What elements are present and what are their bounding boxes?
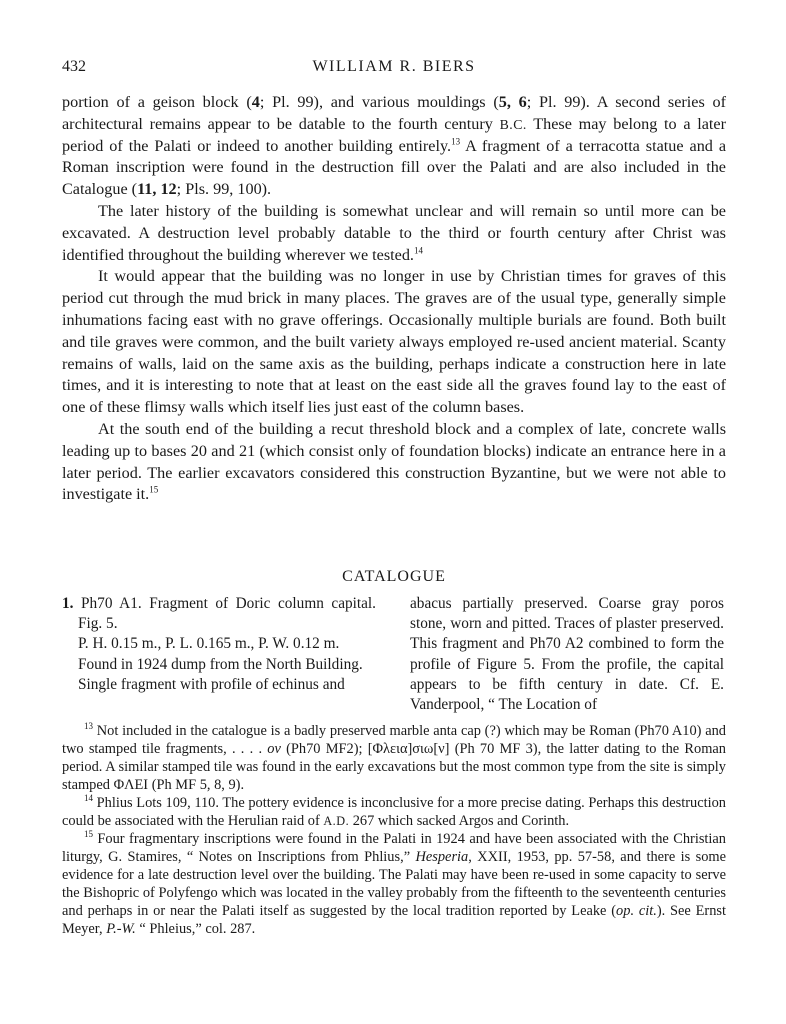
footnotes — [62, 722, 726, 938]
paragraph-4: At the south end of the building a recut threshold block and a complex of late, concrete walls leading up to bases 20 and 21 (which consist only of foundation blocks) indicate an entrance here in a later period. The earlier excavators considered this construction Byzantine, but we were not able to investigate it.$^{15}$ — [62, 419, 726, 504]
page-header — [62, 58, 726, 80]
paragraph-1: portion of a geison block (4; Pl. 99), and various mouldings (5, 6; Pl. 99). A second series of architectural remains appear to be datable to the fourth century B.C. These may belong to a later period of the Palati or indeed to another building entirely.$^{13}$ A fragment of a terracotta statue and a Roman inscription were found in the destruction fill over the Palati and are also included in the Catalogue (11, 12; Pls. 99, 100). — [62, 93, 726, 199]
footnote-14: $^{14}$ Phlius Lots 109, 110. The pottery evidence is inconclusive for a more precise dating. Perhaps this destruction could be associated with the Herulian raid of A.D. 267 which sacked Argos and Corinth. — [62, 793, 726, 829]
footnote-ref-14[interactable]: 14 — [413, 245, 423, 256]
catalogue-entry-dimensions: P. H. 0.15 m., P. L. 0.165 m., P. W. 0.12 m. — [78, 635, 340, 653]
footnote-15: $^{15}$ Four fragmentary inscriptions were found in the Palati in 1924 and have been associated with the Christian liturgy, G. Stamires, “ Notes on Inscriptions from Phlius,” Hesperia, XXII, 1953, pp. 57-58, and there is some evidence for a late destruction level over the building. The Palati may have been re-used in some capacity to serve the Bishopric of Polyfengo which was located in the valley probably from the fifteenth to the seventeenth centuries and perhaps in or near the Palati itself as suggested by the local tradition reported by Leake (op. cit.). See Ernst Meyer, P.-W. “ Phleius,” col. 287. — [62, 829, 726, 937]
body-text — [62, 92, 726, 506]
page-number: 432 — [62, 58, 86, 75]
running-title: WILLIAM R. BIERS — [312, 58, 476, 75]
paragraph-2: The later history of the building is somewhat unclear and will remain so until more can be excavated. A destruction level probably datable to the third or fourth century after Christ was identified throughout the building wherever we tested.$^{14}$ — [62, 201, 726, 264]
catalogue-entry-findspot: Found in 1924 dump from the North Building. — [78, 655, 363, 673]
footnote-13: $^{13}$ Not included in the catalogue is a badly preserved marble anta cap (?) which may be Roman (Ph70 A10) and two stamped tile fragments, . . . . ον (Ph70 MF2); [Φλεια]σιω[ν] (Ph 70 MF 3), the latter dating to the Roman period. A similar stamped tile was found in the early excavations but the most common type from the site is simply stamped ΦΛΕΙ (Ph MF 5, 8, 9). — [62, 721, 726, 793]
catalogue-entry-description: Single fragment with profile of echinus and — [78, 675, 345, 693]
catalogue-column-right — [410, 594, 724, 715]
catalogue-entry-description-cont: abacus partially preserved. Coarse gray poros stone, worn and pitted. Traces of plaster preserved. This fragment and Ph70 A2 combined to form the profile of Figure 5. From the profile, the capital appears to be fifth century in date. Cf. E. Vanderpool, “ The Location of — [410, 595, 724, 714]
footnote-ref-15[interactable]: 15 — [149, 484, 159, 495]
paragraph-3: It would appear that the building was no longer in use by Christian times for graves of this period cut through the mud brick in many places. The graves are of the usual type, generally simple inhumations facing east with no grave offerings. Occasionally multiple burials are found. Both built and tile graves were common, and the built variety always employed re-used ancient material. Scanty remains of walls, laid on the same axis as the building, perhaps indicate a construction here in late times, and it is interesting to note that at least on the east side all the graves found lay to the east of one of these flimsy walls which itself lies just east of the column bases. — [62, 267, 726, 417]
catalogue-heading: CATALOGUE — [342, 568, 446, 585]
footnote-ref-13[interactable]: 13 — [451, 136, 461, 147]
catalogue-entry-title: 1. Ph70 A1. Fragment of Doric column capital. Fig. 5. — [62, 595, 376, 633]
catalogue-column-left — [62, 594, 376, 695]
